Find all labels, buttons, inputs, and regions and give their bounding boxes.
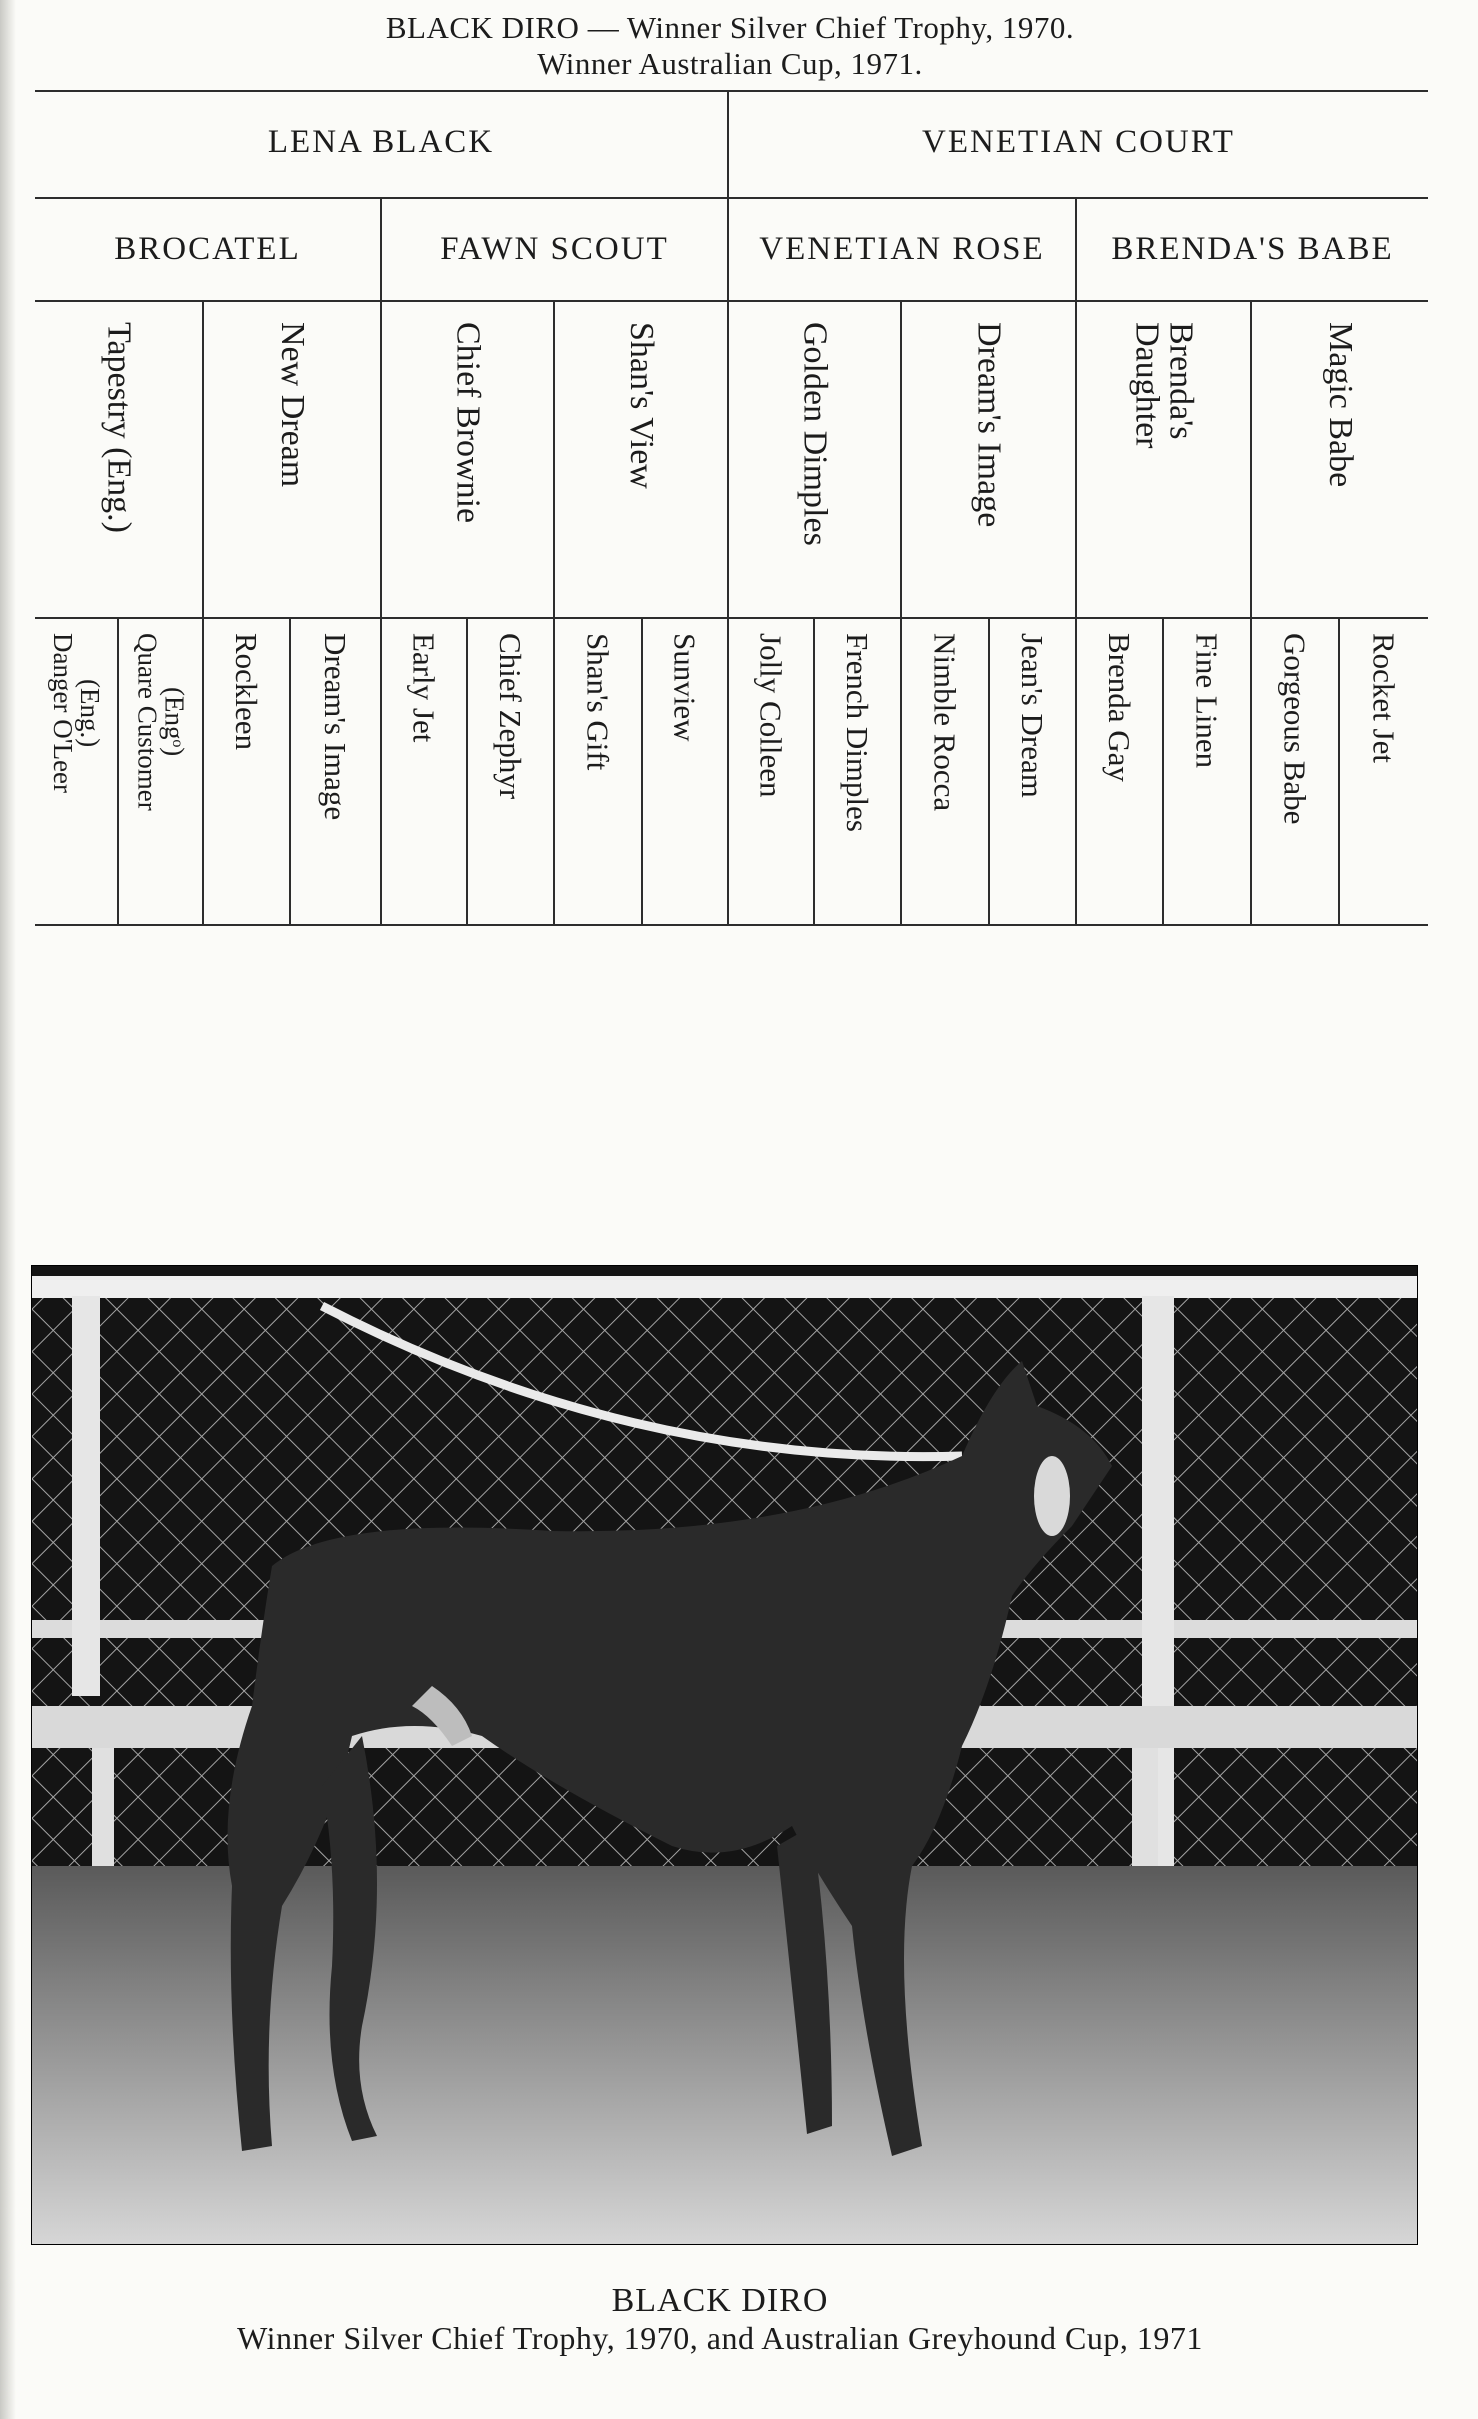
gen4-label-suffix: (Eng.) xyxy=(75,678,105,748)
gen4-16 xyxy=(1340,633,1428,763)
ggp-label: Magic Babe xyxy=(1322,322,1359,488)
dam-name: VENETIAN COURT xyxy=(922,124,1235,160)
page-binding-edge xyxy=(0,0,16,2419)
gen4-label: Rockleen xyxy=(229,633,264,751)
ggp-label: New Dream xyxy=(274,322,311,488)
rule-top xyxy=(35,90,1428,92)
gen4-10 xyxy=(815,633,900,832)
great-grandparent-2 xyxy=(204,322,380,487)
fence-post-left xyxy=(72,1296,100,1696)
ggp-label: Golden Dimples xyxy=(796,322,834,546)
gen4-label: Chief Zephyr xyxy=(493,633,528,800)
great-grandparent-7 xyxy=(1077,322,1250,522)
divider-q1 xyxy=(380,198,382,926)
gen4-7 xyxy=(555,633,641,770)
great-grandparent-3 xyxy=(382,322,553,523)
caption-title: BLACK DIRO xyxy=(611,2282,829,2319)
fence-top-rail xyxy=(32,1276,1417,1298)
rule-gen3 xyxy=(35,617,1428,619)
gen4-12 xyxy=(990,633,1075,798)
gen4-label: Shan's Gift xyxy=(580,633,616,771)
gen4-label: Jolly Colleen xyxy=(753,633,789,798)
great-grandparent-1 xyxy=(35,322,202,533)
gen4-label: Rocket Jet xyxy=(1366,633,1402,763)
grandparent-4: BRENDA'S BABE xyxy=(1111,231,1394,267)
gen4-6 xyxy=(468,633,553,799)
dog-tongue xyxy=(1034,1456,1070,1536)
gen4-2 xyxy=(119,633,202,811)
greyhound-photo xyxy=(31,1265,1418,2245)
gen4-14 xyxy=(1164,633,1250,768)
gen4-3 xyxy=(204,633,289,750)
gen4-5 xyxy=(382,633,466,742)
gen4-11 xyxy=(902,633,988,811)
gen4-13 xyxy=(1077,633,1162,782)
sire-name: LENA BLACK xyxy=(267,124,495,160)
rule-gen1 xyxy=(35,197,1428,199)
caption-subtitle: Winner Silver Chief Trophy, 1970, and Australian Greyhound Cup, 1971 xyxy=(237,2320,1203,2356)
ggp-label: Shan's View xyxy=(623,322,660,489)
gen4-label: Quare Customer xyxy=(132,633,163,811)
gen4-8 xyxy=(643,633,727,742)
great-grandparent-6 xyxy=(902,322,1075,527)
gen4-4 xyxy=(291,633,380,820)
gen4-9 xyxy=(729,633,813,797)
heading-line-1: BLACK DIRO — Winner Silver Chief Trophy, 1970. xyxy=(385,10,1075,45)
great-grandparent-5 xyxy=(729,322,900,546)
gen4-label: Early Jet xyxy=(406,633,442,743)
grandparent-2: FAWN SCOUT xyxy=(440,231,669,267)
gen4-label: French Dimples xyxy=(840,633,875,832)
rail-leg-left xyxy=(92,1748,114,1868)
grandparent-1: BROCATEL xyxy=(114,231,301,267)
ggp-label: Dream's Image xyxy=(970,322,1008,528)
pedigree-table xyxy=(35,90,1428,926)
gen4-label: Sunview xyxy=(667,633,703,742)
gen4-label: Brenda Gay xyxy=(1102,633,1137,782)
divider-q3 xyxy=(1075,198,1077,926)
gen4-label: Dream's Image xyxy=(318,633,353,821)
gen4-label: Nimble Rocca xyxy=(927,633,963,812)
photo-illustration xyxy=(32,1266,1417,2244)
rule-gen2 xyxy=(35,300,1428,302)
gen4-label: Fine Linen xyxy=(1189,633,1225,769)
great-grandparent-4 xyxy=(555,322,727,489)
gen4-1 xyxy=(35,633,117,793)
gen4-label: Jean's Dream xyxy=(1015,633,1050,798)
gen4-label-suffix: (Engᵒ) xyxy=(159,687,190,757)
great-grandparent-8 xyxy=(1252,322,1428,487)
heading-line-2: Winner Australian Cup, 1971. xyxy=(537,46,923,81)
gen4-label: Gorgeous Babe xyxy=(1277,633,1313,825)
gen4-label: Danger O'Leer xyxy=(48,633,78,794)
ggp-label: Brenda's Daughter xyxy=(1128,322,1200,449)
grandparent-3: VENETIAN ROSE xyxy=(759,231,1045,267)
rule-bottom xyxy=(35,924,1428,926)
gen4-15 xyxy=(1252,633,1338,824)
ggp-label: Chief Brownie xyxy=(449,322,487,524)
ggp-label: Tapestry (Eng.) xyxy=(100,322,138,533)
